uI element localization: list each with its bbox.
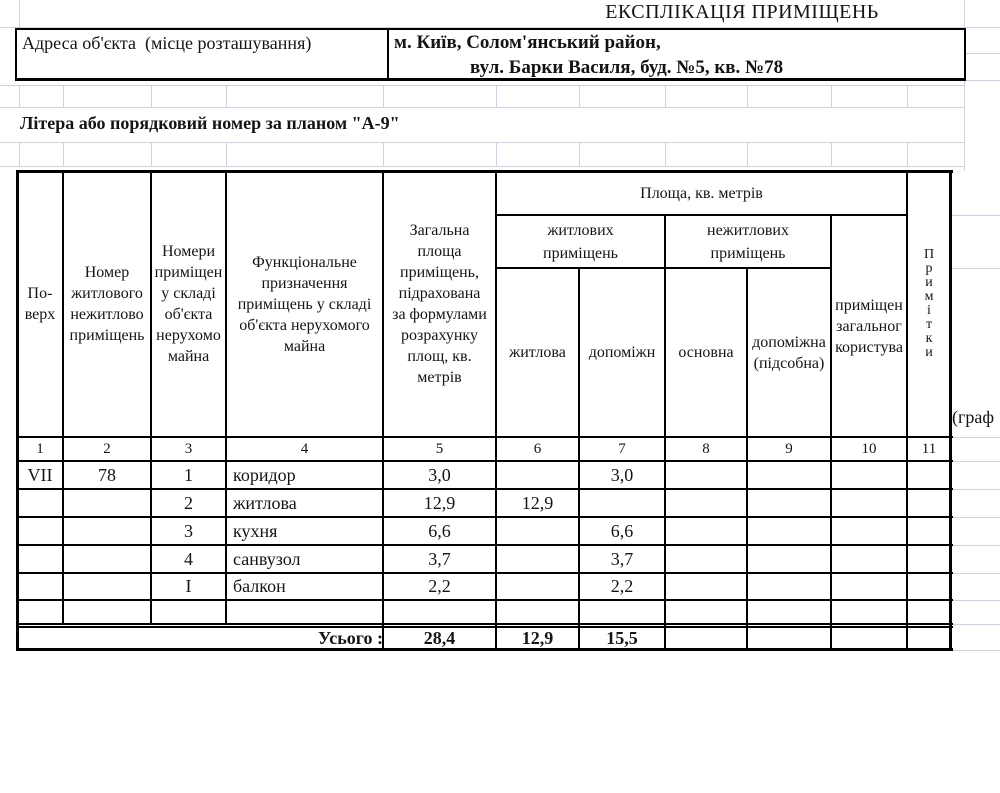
- row-num: 3: [184, 520, 193, 541]
- row-total: 6,6: [428, 520, 451, 541]
- header-living: житлова: [509, 344, 566, 361]
- row-aux: 6,6: [610, 520, 634, 541]
- colnum-2: 2: [103, 440, 111, 457]
- colnum-7: 7: [618, 440, 626, 457]
- address-city-line: м. Київ, Солом'янський район,: [394, 32, 661, 53]
- row-unit: 78: [98, 464, 116, 485]
- colnum-8: 8: [702, 440, 710, 457]
- row-aux: 3,0: [610, 464, 634, 485]
- row-num: 1: [184, 464, 193, 485]
- header-area-group: Площа, кв. метрів: [640, 184, 763, 202]
- header-living-group: житлових приміщень: [543, 221, 618, 262]
- row-num: I: [185, 576, 192, 596]
- header-unit-number: Номер житлового нежитлово приміщень: [69, 264, 145, 344]
- header-notes-vertical: П р и м і т к и: [923, 247, 935, 360]
- totals-living: 12,9: [521, 627, 554, 648]
- colnum-4: 4: [300, 440, 309, 457]
- page-title: ЕКСПЛІКАЦІЯ ПРИМІЩЕНЬ: [605, 1, 879, 23]
- row-num: 4: [184, 548, 193, 569]
- row-total: 12,9: [423, 492, 456, 513]
- row-name: балкон: [233, 576, 286, 596]
- row-num: 2: [184, 492, 193, 513]
- row-total: 3,7: [428, 548, 451, 569]
- row-total: 2,2: [428, 576, 451, 596]
- header-living-aux: допоміжн: [588, 344, 656, 361]
- plan-letter-line: Літера або порядковий номер за планом "А-9": [20, 113, 400, 133]
- row-aux: 3,7: [610, 548, 634, 569]
- row-living: 12,9: [521, 492, 554, 513]
- header-floor: По- верх: [24, 285, 56, 323]
- colnum-10: 10: [861, 440, 877, 457]
- totals-aux: 15,5: [606, 627, 638, 648]
- header-room-numbers: Номери приміщен у складі об'єкта нерухомо майна: [154, 243, 223, 365]
- row-name: коридор: [233, 464, 296, 485]
- header-main-area: основна: [678, 344, 734, 361]
- colnum-5: 5: [435, 440, 444, 457]
- header-function: Функціональне призначення приміщень у складі об'єкта нерухомого майна: [237, 253, 372, 355]
- row-floor: VII: [27, 464, 53, 485]
- row-total: 3,0: [428, 464, 451, 485]
- address-label: Адреса об'єкта (місце розташування): [22, 33, 312, 53]
- header-total-area: Загальна площа приміщень, підрахована за формулами розрахунку площ, кв. метрів: [392, 222, 487, 386]
- colnum-6: 6: [533, 440, 542, 457]
- address-street-line: вул. Барки Василя, буд. №5, кв. №78: [470, 57, 784, 78]
- header-common: приміщен загальног користува: [835, 296, 903, 356]
- totals-total: 28,4: [423, 627, 456, 648]
- row-name: житлова: [233, 492, 297, 513]
- colnum-3: 3: [184, 440, 193, 457]
- row-name: кухня: [233, 520, 278, 541]
- margin-note: (граф: [952, 407, 995, 427]
- colnum-1: 1: [36, 440, 44, 457]
- totals-label: Усього :: [318, 627, 383, 648]
- colnum-9: 9: [785, 440, 793, 457]
- colnum-11: 11: [921, 440, 937, 457]
- row-aux: 2,2: [610, 576, 634, 596]
- header-nonliving-group: нежитлових приміщень: [707, 221, 789, 262]
- row-name: санвузол: [233, 548, 301, 569]
- header-aux-sub: допоміжна (підсобна): [752, 333, 826, 372]
